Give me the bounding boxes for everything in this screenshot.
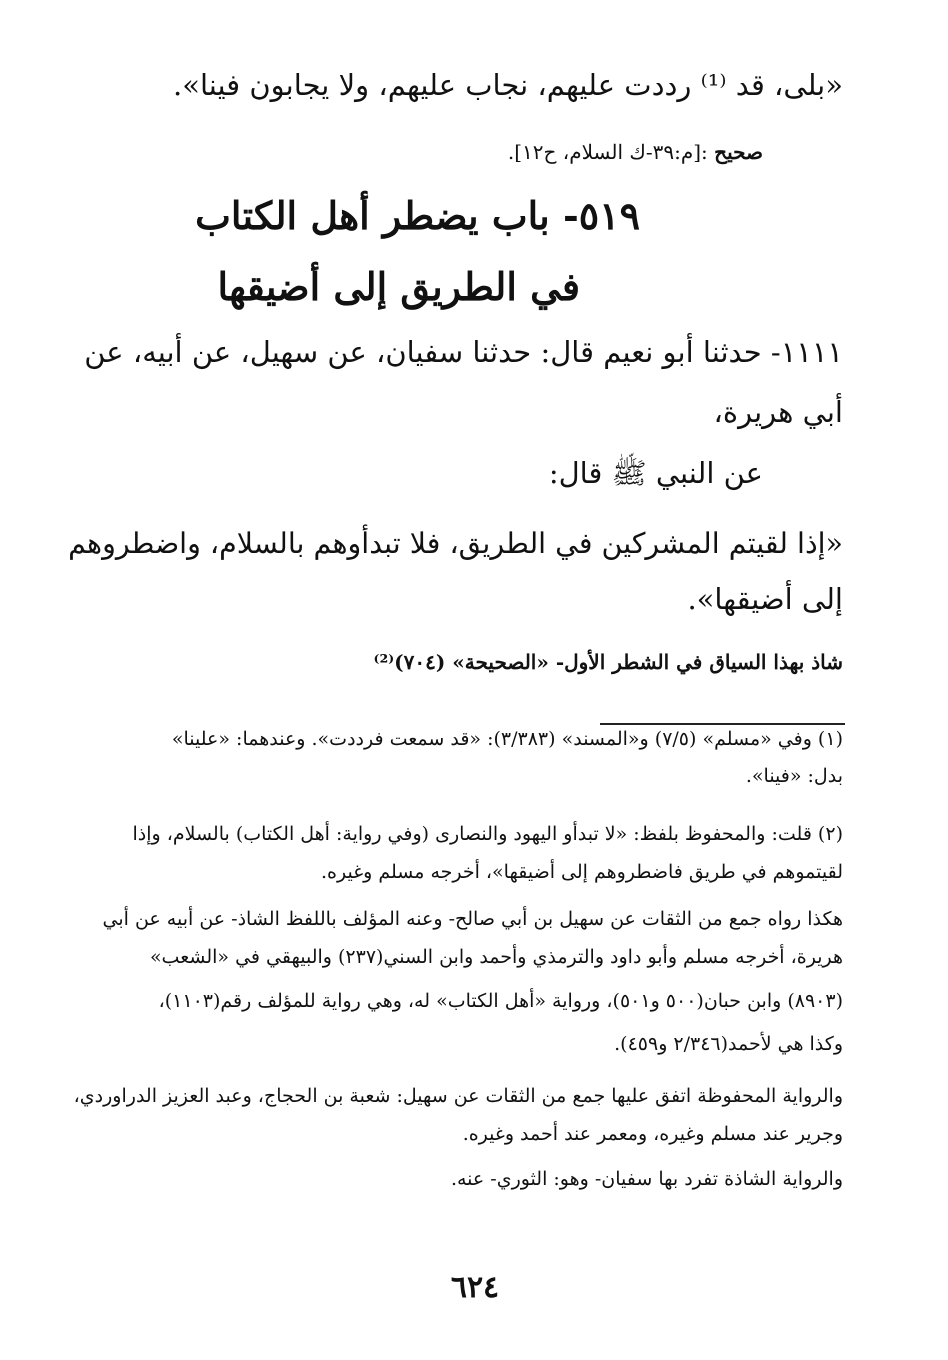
chapter-title-line2: في الطريق إلى أضيقها [217,264,580,309]
hadith-grading-line: شاذ بهذا السياق في الشطر الأول- «الصحيحة» (٧٠٤)⁽²⁾ [373,650,843,674]
hadith-isnad-line1: ١١١١- حدثنا أبو نعيم قال: حدثنا سفيان، عن سهيل، عن أبيه، عن [84,335,843,369]
hadith-nabi-line: عن النبي ﷺ قال: [548,456,763,490]
hadith-quote-line: «بلى، قد ⁽¹⁾ رددت عليهم، نجاب عليهم، ولا يجابون فينا». [173,68,843,102]
footnote-2-para2-line4: وكذا هي لأحمد(٢/٣٤٦ و٤٥٩). [614,1033,843,1055]
footnote-2-line1: (٢) قلت: والمحفوظ بلفظ: «لا تبدأو اليهود والنصارى (وفي رواية: أهل الكتاب) بالسلام، وإذا [132,823,843,845]
footnote-2-para2-line2: هريرة، أخرجه مسلم وأبو داود والترمذي وأحمد وابن السني(٢٣٧) والبيهقي في «الشعب» [149,946,843,968]
grading-reference: :[م:٣٩-ك السلام، ح١٢]. [507,140,708,164]
footnote-2-line2: لقيتموهم في طريق فاضطروهم إلى أضيقها»، أخرجه مسلم وغيره. [320,861,843,883]
footnote-2-para3-line1: والرواية المحفوظة اتفق عليها جمع من الثقات عن سهيل: شعبة بن الحجاج، وعبد العزيز الدراوردي، [73,1085,843,1107]
chapter-title-line1: ٥١٩- باب يضطر أهل الكتاب [195,193,640,238]
footnote-1-line1: (١) وفي «مسلم» (٧/٥) و«المسند» (٣/٣٨٣): «قد سمعت فرددت». وعندهما: «علينا» [171,728,843,750]
footnote-separator [600,723,845,725]
hadith-text-line1: «إذا لقيتم المشركين في الطريق، فلا تبدأوهم بالسلام، واضطروهم [68,527,843,560]
hadith-text-line2: إلى أضيقها». [687,582,843,616]
footnote-2-para2-line1: هكذا رواه جمع من الثقات عن سهيل بن أبي صالح- وعنه المؤلف باللفظ الشاذ- عن أبيه عن أبي [102,908,843,930]
page-number: ٦٢٤ [450,1270,500,1305]
grading-label: صحيح [714,140,763,164]
footnote-2-para3-line2: وجرير عند مسلم وغيره، ومعمر عند أحمد وغيره. [462,1123,843,1145]
footnote-2-para2-line3: (٨٩٠٣) وابن حبان(٥٠٠ و٥٠١)، ورواية «أهل الكتاب» له، وهي رواية للمؤلف رقم(١١٠٣)، [158,990,843,1012]
footnote-1-line2: بدل: «فينا». [745,765,843,787]
hadith-isnad-line2: أبي هريرة، [713,395,843,429]
grading-line [508,140,763,164]
footnote-2-para4-line1: والرواية الشاذة تفرد بها سفيان- وهو: الثوري- عنه. [450,1168,843,1190]
